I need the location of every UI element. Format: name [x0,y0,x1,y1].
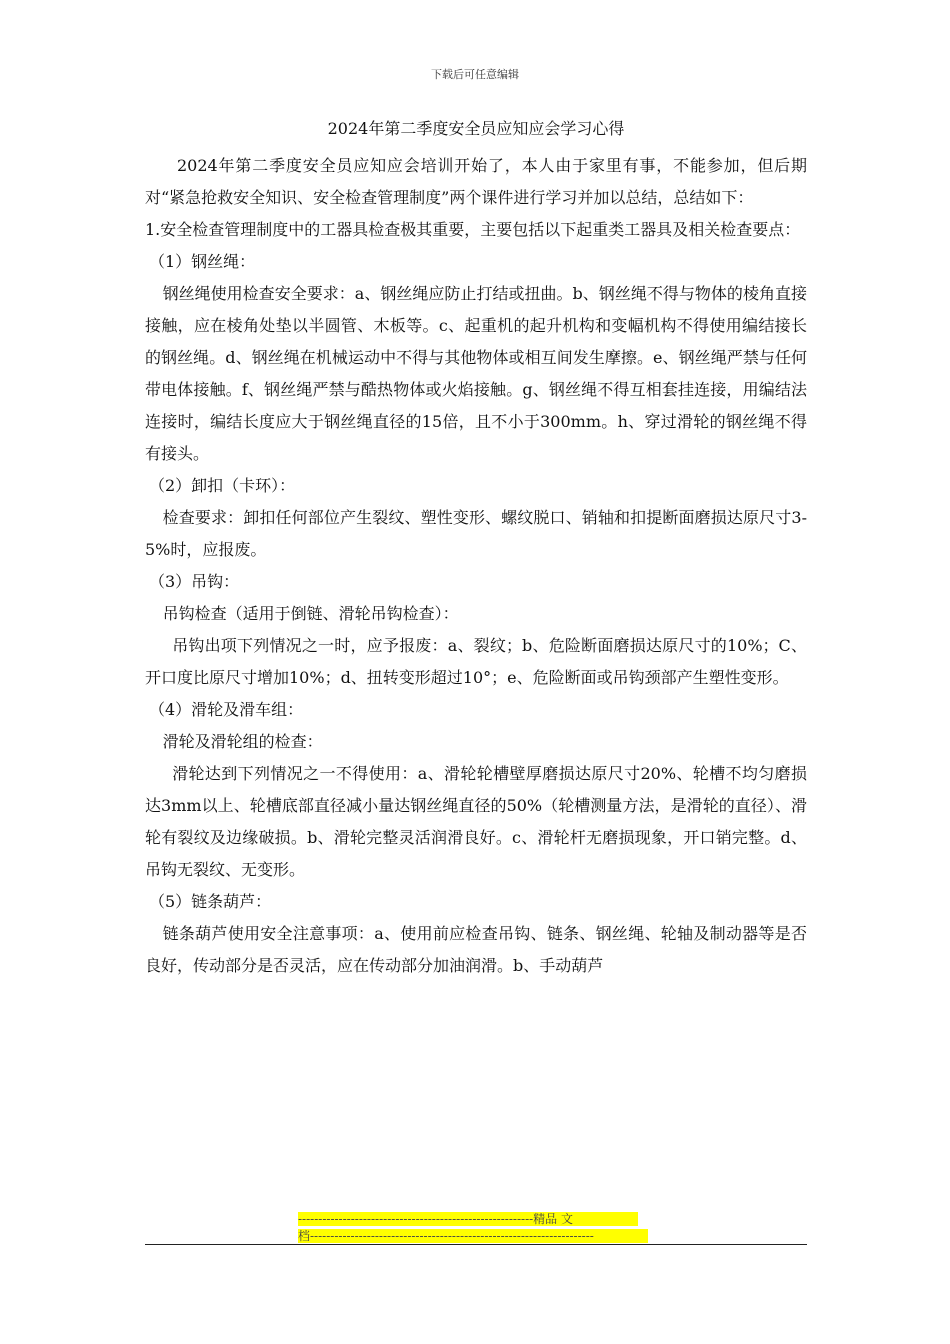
intro-paragraph: 2024年第二季度安全员应知应会培训开始了，本人由于家里有事，不能参加，但后期对“紧急抢救安全知识、安全检查管理制度”两个课件进行学习并加以总结，总结如下： [145,156,807,207]
section-1-body: 钢丝绳使用检查安全要求：a、钢丝绳应防止打结或扭曲。b、钢丝绳不得与物体的棱角直接接触，应在棱角处垫以半圆管、木板等。c、起重机的起升机构和变幅机构不得使用编结接长的钢丝绳。d、钢丝绳在机械运动中不得与其他物体或相互间发生摩擦。e、钢丝绳严禁与任何带电体接触。f、钢丝绳严禁与酷热物体或火焰接触。g、钢丝绳不得互相套挂连接，用编结法连接时，编结长度应大于钢丝绳直径的15倍，且不小于300mm。h、穿过滑轮的钢丝绳不得有接头。 [145,284,807,463]
footer-line-1: ----------------------------------------------------------精品 文 [298,1212,638,1226]
section-5-body: 链条葫芦使用安全注意事项：a、使用前应检查吊钩、链条、钢丝绳、轮轴及制动器等是否良好，传动部分是否灵活，应在传动部分加油润滑。b、手动葫芦 [145,924,807,975]
section-4-subtitle: 滑轮及滑轮组的检查： [162,732,323,751]
section-2-title: （2）卸扣（卡环）： [149,476,296,495]
section-4-title: （4）滑轮及滑车组： [149,700,304,719]
section-5-title: （5）链条葫芦： [149,892,272,911]
footer-divider [145,1244,807,1245]
section-1-title: （1）钢丝绳： [149,252,256,271]
document-body [145,118,807,982]
section-2-body: 检查要求：卸扣任何部位产生裂纹、塑性变形、螺纹脱口、销轴和扣提断面磨损达原尺寸3-5%时，应报废。 [145,508,807,559]
section-3-title: （3）吊钩： [149,572,240,591]
section-3-body: 吊钩出项下列情况之一时，应予报废：a、裂纹；b、危险断面磨损达原尺寸的10%；C、开口度比原尺寸增加10%；d、扭转变形超过10°；e、危险断面或吊钩颈部产生塑性变形。 [145,636,807,687]
document-title: 2024年第二季度安全员应知应会学习心得 [327,119,625,138]
point-1-paragraph: 1.安全检查管理制度中的工器具检查极其重要，主要包括以下起重类工器具及相关检查要点： [145,220,801,239]
footer-line-2: 档---------------------------------------------------------------------- [298,1229,648,1243]
footer-watermark [298,1212,648,1246]
page-header: 下载后可任意编辑 [431,68,519,81]
section-4-body: 滑轮达到下列情况之一不得使用：a、滑轮轮槽壁厚磨损达原尺寸20%、轮槽不均匀磨损达3mm以上、轮槽底部直径减小量达钢丝绳直径的50%（轮槽测量方法，是滑轮的直径）、滑轮有裂纹及边缘破损。b、滑轮完整灵活润滑良好。c、滑轮杆无磨损现象，开口销完整。d、吊钩无裂纹、无变形。 [145,764,807,879]
section-3-subtitle: 吊钩检查（适用于倒链、滑轮吊钩检查）： [162,604,459,623]
